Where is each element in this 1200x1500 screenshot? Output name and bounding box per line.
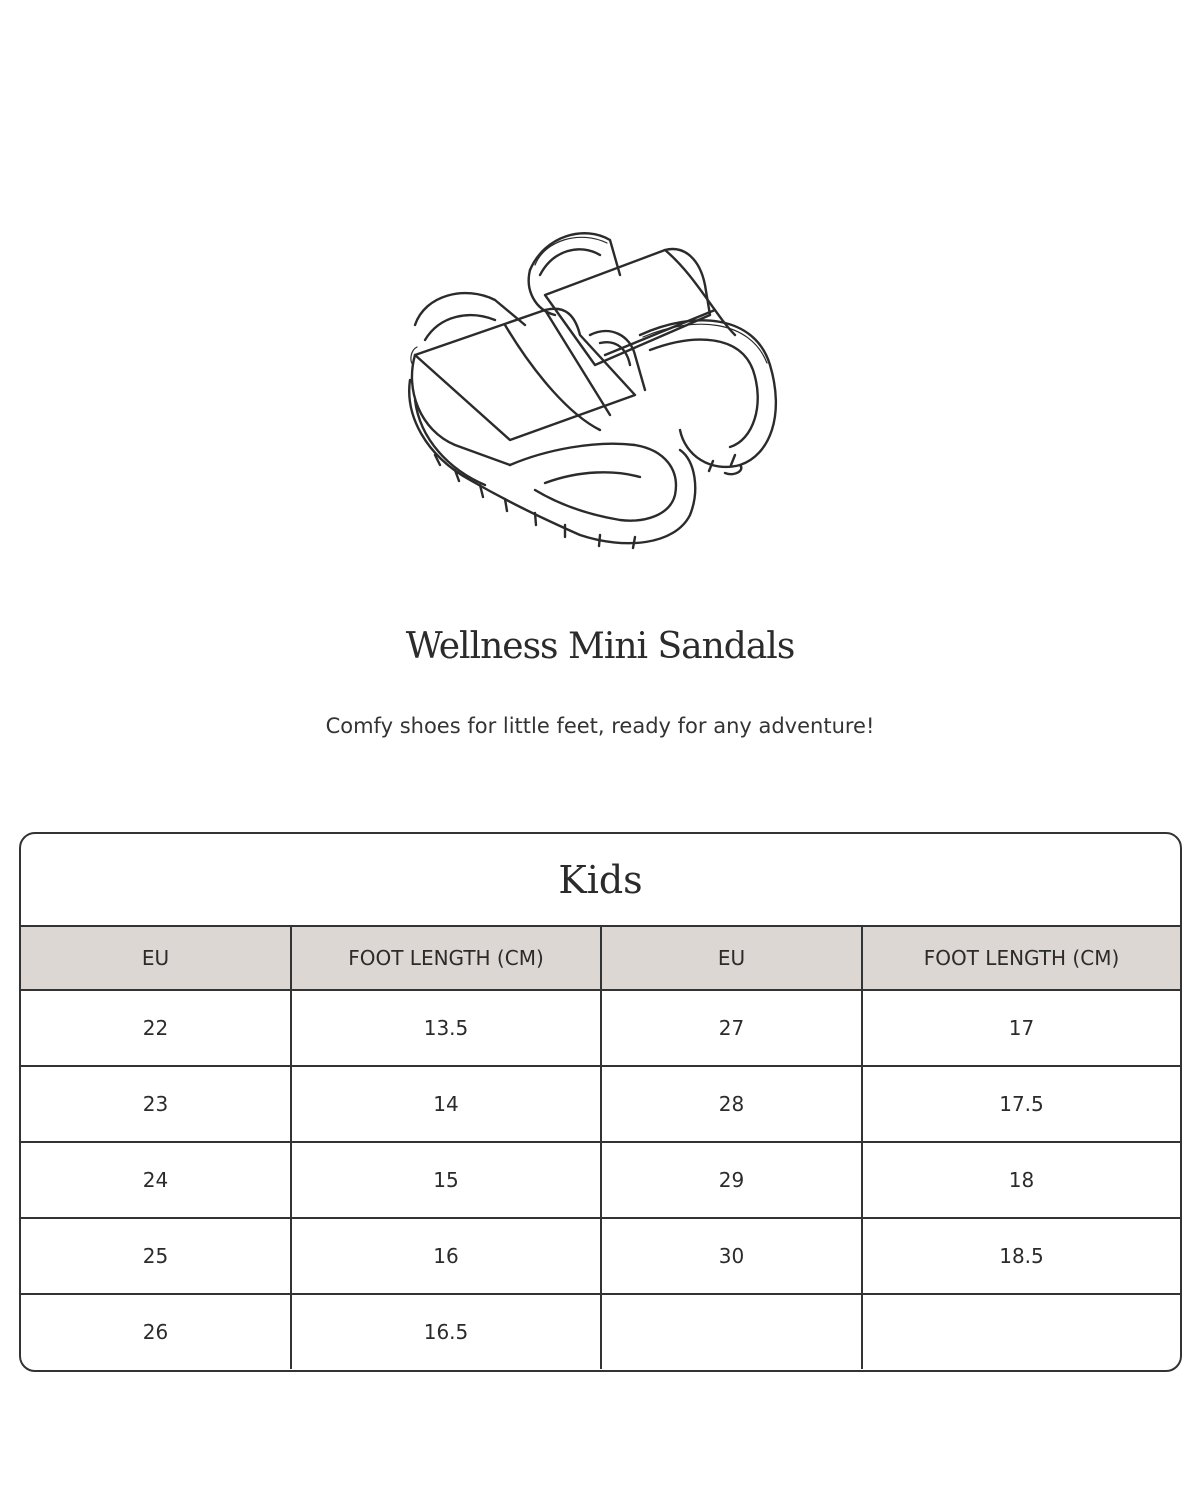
product-subtitle: Comfy shoes for little feet, ready for any adventure! xyxy=(325,714,875,738)
size-chart-card xyxy=(19,832,1182,1372)
table-row xyxy=(21,1294,1180,1369)
eu-size-cell: 25 xyxy=(21,1218,291,1294)
table-row xyxy=(21,1218,1180,1294)
eu-size-cell: 29 xyxy=(601,1142,862,1218)
header-foot-length: FOOT LENGTH (CM) xyxy=(862,927,1180,990)
foot-length-cell: 18 xyxy=(862,1142,1180,1218)
eu-size-cell: 26 xyxy=(21,1294,291,1369)
header-eu: EU xyxy=(21,927,291,990)
eu-size-cell: 28 xyxy=(601,1066,862,1142)
foot-length-cell: 15 xyxy=(291,1142,601,1218)
eu-size-cell: 22 xyxy=(21,990,291,1066)
foot-length-cell: 16 xyxy=(291,1218,601,1294)
eu-size-cell: 24 xyxy=(21,1142,291,1218)
sandals-sketch-icon xyxy=(395,215,795,565)
eu-size-cell: 23 xyxy=(21,1066,291,1142)
foot-length-cell xyxy=(862,1294,1180,1369)
table-row xyxy=(21,990,1180,1066)
foot-length-cell: 16.5 xyxy=(291,1294,601,1369)
header-row xyxy=(21,927,1180,990)
foot-length-cell: 18.5 xyxy=(862,1218,1180,1294)
foot-length-cell: 14 xyxy=(291,1066,601,1142)
eu-size-cell xyxy=(601,1294,862,1369)
product-title: Wellness Mini Sandals xyxy=(405,626,795,667)
size-chart-caption: Kids xyxy=(21,834,1180,927)
header-foot-length: FOOT LENGTH (CM) xyxy=(291,927,601,990)
size-chart-table xyxy=(21,927,1180,1369)
foot-length-cell: 13.5 xyxy=(291,990,601,1066)
foot-length-cell: 17 xyxy=(862,990,1180,1066)
table-row xyxy=(21,1066,1180,1142)
eu-size-cell: 27 xyxy=(601,990,862,1066)
foot-length-cell: 17.5 xyxy=(862,1066,1180,1142)
header-eu: EU xyxy=(601,927,862,990)
table-row xyxy=(21,1142,1180,1218)
eu-size-cell: 30 xyxy=(601,1218,862,1294)
